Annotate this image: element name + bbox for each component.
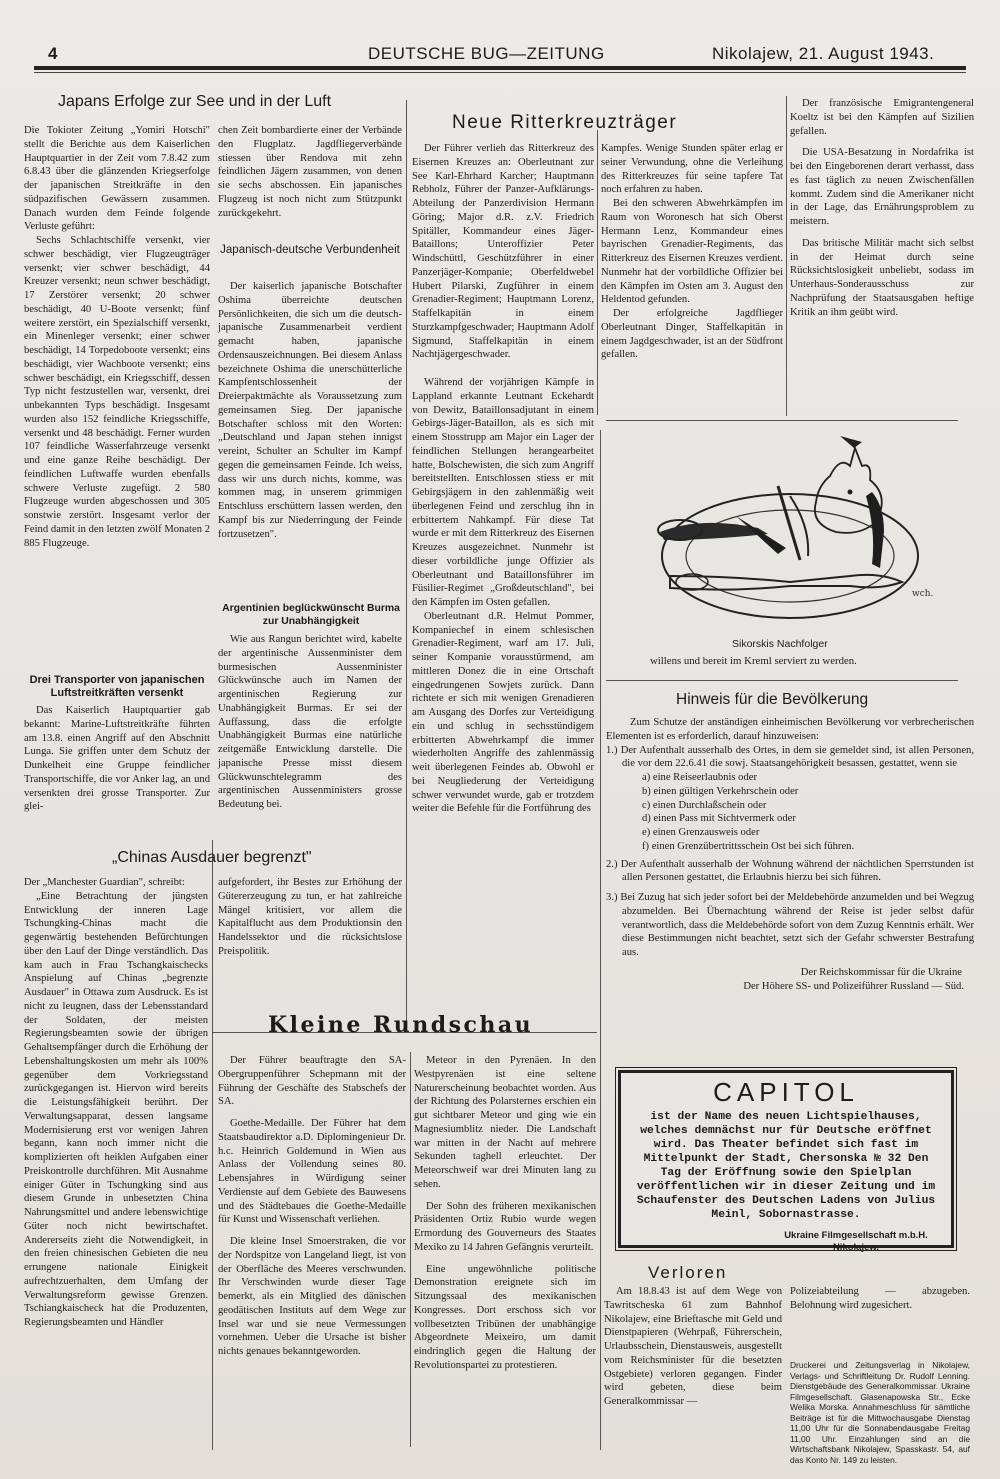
paragraph: „Eine Betrachtung der jüngsten Entwicklung der inneren Lage Tschungking-Chinas macht die gegenwärtig bestehenden Befürchtungen über den Lauf der Dinge verständlich. Das kam auch in Frau Tschangkaischecks Anspielung auf Chinas „begrenzte Ausdauer" in Ottawa zum Ausdruck. Es ist nicht zu leugnen, dass der Lebensstandard der Soldaten, der meisten Regierungsbeamten sowie der übrigen Gehaltsempfänger durch die Erhöhung der Lebenshaltungskosten um mehr als 100% gegenüber dem Vorkriegsstand zurückgegangen ist. Hiervon wird bereits die Leistungsfähigkeit berührt. Der Verwaltungsapparat, dessen langsame Modernisierung erst vor wenigen Jahren begann, kann noch immer nicht die komplizierten oft heiklen Aufgaben einer Preiskontrolle durchführen. Mit Ausnahme einiger Güter in Tschungking sind aus diesem Grunde in unbesetzten China Nahrungsmittel und andere lebenswichtige Güter noch nicht bewirtschaftet. Andererseits zieht die Notwendigkeit, in den freien chinesischen Gebieten die neu errungene nationale Einigkeit aufrechtzuerhalten, dem Umfang der Verwaltungsreform gewisse Grenzen. Tschiangkaischeck hat die Produzenten, Regierungsbeamten und Händler xyxy=(24,890,208,1328)
subtitle-verbundenheit: Japanisch-deutsche Verbundenheit xyxy=(220,244,400,256)
notice-subitem: d) einen Pass mit Sichtvermerk oder xyxy=(642,813,796,825)
notice-signature-1: Der Reichskommissar für die Ukraine xyxy=(800,966,962,978)
paragraph: Meteor in den Pyrenäen. In den Westpyrenäen ist eine seltene Naturerscheinung beobachtet worden. Aus der Richtung des Polarsternes erschien ein gut sichtbarer Meteor und ging wie ein Magnesiumblitz nieder. Die Landschaft war mitten in der Nacht auf mehrere Sekunden taghell erleuchtet. Der Meteorschweif war drei Minuten lang zu sehen. xyxy=(414,1055,596,1190)
header-rule-thin xyxy=(34,72,966,73)
paragraph: Der kaiserlich japanische Botschafter Oshima überreichte deutschen Persönlichkeiten, die sich um die deutsch-japanische Zusammenarbeit verdient gemacht haben, japanische Ordensauszeichnungen. Bei diesem Anlass bezeichnete Oshima die unerschütterliche Kampfentschlossenheit der Dreierpaktmächte als Voraussetzung zum gemeinsamen Sieg. Der japanische Botschafter schloss mit den Worten: „Deutschland und Japan stehen innigst vereint, Schulter an Schulter im Kampf gegen die gemeinsamen Feinde. Ich weiss, dass wir uns durch nichts, komme, was kommen mag, in unserem grimmigen Entschluss erschüttern lassen werden, den Kampf bis zur Niederringung der Feinde fortzusetzen". xyxy=(218,281,402,540)
notice-signature-2: Der Höhere SS- und Polizeiführer Russland — Süd. xyxy=(743,980,964,992)
page-number: 4 xyxy=(48,44,58,63)
cartoon-caption: Sikorskis Nachfolger xyxy=(732,638,828,650)
paragraph: Der Sohn des früheren mexikanischen Präsidenten Ortiz Rubio wurde wegen Ermordung des Gouverneurs des Staates Mexiko zu 14 Jahren Gefängnis verurteilt. xyxy=(414,1200,596,1253)
paragraph: Das Kaiserlich Hauptquartier gab bekannt: Marine-Luftstreitkräfte führten am 13.8. einen Angriff auf den Abschnitt Lunga. Sie griffen unter dem Schutz der Dunkelheit eine Gruppe feindlicher Transportschiffe, die vor Anker lag, an und versenkten drei grosse Transporter. Zur glei- xyxy=(24,705,210,813)
article-title-verloren: Verloren xyxy=(648,1263,728,1282)
paragraph: Kampfes. Wenige Stunden später erlag er seiner Verwundung, ohne die Verleihung des Ritterkreuzes für seine tapfere Tat noch erfahren zu haben. xyxy=(601,143,783,196)
ad-title: CAPITOL xyxy=(713,1077,859,1107)
cartoon-subcaption: willens und bereit im Kreml serviert zu werden. xyxy=(650,655,857,667)
paragraph: Während der vorjährigen Kämpfe in Lappland erkannte Leutnant Eckehardt von Dewitz, Bataillonsadjutant in einem Gebirgs-Jäger-Bataillon, als es sich mit einem Stosstrupp am Major ein Lager der feindlichen Stellungen herangearbeitet hatte, Bolschewisten, die sich zum Angriff bereitstellten. Entschlossen stiess er mit Gebirgsjägern in den zahlenmäßig weit überlegenen Feind und zerschlug ihn in erbittertem Nahkampf. Für diese Tat wurde er mit dem Ritterkreuz des Eisernen Kreuzes ausgezeichnet. Nunmehr ist dieser vorbildliche junge Offizier als Oberleutnant und Bataillonsführer im Füsilier-Regimet „Großdeutschland", bei den Kämpfen im Osten gefallen. xyxy=(412,377,594,608)
notice-item-3: 3.) Bei Zuzug hat sich jeder sofort bei der Meldebehörde anzumelden und bei Wegzug abzumelden. Bei Übernachtung während der Reise ist jeder selbst dafür verantwortlich, dass die Meldebehörde sofort von dem Zuzug Kenntnis erhält. Wer diese Bestimmungen nicht beachtet, setzt sich der Gefahr schwerster Bestrafung aus. xyxy=(606,892,974,958)
notice-subitem: b) einen gültigen Verkehrschein oder xyxy=(642,785,799,797)
article-ritterkreuz-col1 xyxy=(412,142,594,816)
article-title-china: „Chinas Ausdauer begrenzt" xyxy=(112,849,312,866)
article-verloren-cont xyxy=(790,1285,970,1313)
article-verloren xyxy=(604,1285,782,1409)
paragraph: Eine ungewöhnliche politische Demonstration ereignete sich im Sitzungssaal des mexikanischen Kongresses. Dort erschoss sich vor vollbesetzten Tribünen der unabhängige Abgeordnete Meixeiro, um damit eindringlich gegen die Haltung der Revolutionspartei zu protestieren. xyxy=(414,1263,596,1371)
column-divider xyxy=(597,130,598,415)
paragraph: Oberleutnant d.R. Helmut Pommer, Kompaniechef in einem schlesischen Grenadier-Regiment, warf am 17. Juli, seiner Kompanie vorausstürmend, am mittleren Donez die in eine Ortschaft eingedrungenen Sowjets zurück. Dann richtete er sich mit wenigen Grenadieren am Ausgang des Dorfes zur Verteidigung ein und schlug in sechsstündigem erbitterten Abwehrkampf die immer wiederholten Angriffe des zahlenmässig weit überlegenen Feindes ab. Obwohl er bei Neugliederung der Verteidigung schwer verwundet wurde, gab er trotzdem weiter die Befehle für die Fortführung des xyxy=(412,610,594,815)
article-title-rundschau: Kleine Rundschau xyxy=(268,1012,534,1038)
header-rule xyxy=(34,66,966,70)
notice-subitem: e) einen Grenzausweis oder xyxy=(642,827,760,838)
article-rightcol xyxy=(790,97,974,319)
column-divider xyxy=(786,96,787,416)
masthead: DEUTSCHE BUG—ZEITUNG xyxy=(368,44,605,63)
paragraph: Polizeiabteilung — abzugeben. Belohnung wird zugesichert. xyxy=(790,1286,970,1311)
paragraph: Das britische Militär macht sich selbst in der Heimat durch seine Rücksichtslosigkeit unbeliebt, sodass im Unterhaus-Sonderausschuss zur Nachprüfung der Staatsausgaben heftige Kritik an ihm geübt wird. xyxy=(790,237,974,318)
imprint: Druckerei und Zeitungsverlag in Nikolajew, Verlags- und Schriftleitung Dr. Rudolf Lenning. Dienstgebäude des Generalkommissar. Ukraine Filmgesellschaft. Glasenapowska Str., Ecke Welika Morska. Annahmeschluss für sämtliche Beiträge ist für die Mittwochausgabe Dienstag 11,00 Uhr für die Sonnabendausgabe Freitag 11,00 Uhr. Einzahlungen sind an die Wirtschaftsbank Nikolajew, Spasskastr. 54, auf das Konto Nr. 149 zu leisten. xyxy=(790,1360,970,1465)
notice-intro: Zum Schutze der anständigen einheimischen Bevölkerung vor verbrecherischen Elementen ist es erforderlich, darauf hinzuweisen: xyxy=(606,717,974,742)
article-title-japan: Japans Erfolge zur See und in der Luft xyxy=(58,93,332,110)
subtitle-argentinien: Argentinien beglückwünscht Burma zur Unabhängigkeit xyxy=(222,603,400,627)
article-china-col2 xyxy=(218,876,402,959)
paragraph: Goethe-Medaille. Der Führer hat dem Staatsbaudirektor a.D. Diplomingenieur Dr. h.c. Heinrich Goldemund in Wien aus Anlass der Vollendung seines 80. Lebensjahres in Würdigung seiner Verdienste auf dem Gebiete des Bauwesens und des Städtebaues die Goethe-Medaille für Kunst und Wissenschaft verliehen. xyxy=(218,1118,406,1226)
paragraph: Wie aus Rangun berichtet wird, kabelte der argentinische Aussenminister dem burmesischen Aussenminister Glückwünsche auch im Namen der argentinischen Regierung zur Unabhängigkeit Burmas. Er sei der Auffassung, dass die erfolgte Unabhängigkeit Burmas eine natürliche zeitgemäße Entwicklung darstelle. Die japanische Presse misst diesem Glückwunschtelegramm des argentinischen Aussenministers grosse Bedeutung bei. xyxy=(218,634,402,810)
article-argentinien xyxy=(218,633,402,812)
paragraph: Der Führer verlieh das Ritterkreuz des Eisernen Kreuzes an: Oberleutnant zur See Karl-Ehrhard Karcher; Hauptmann Rebholz, Führer der Panzer-Aufklärungs-Abteilung der Panzerdivision Hermann Göring; Major d.R. z.V. Friedrich Spitäller, Kommandeur eines Jäger-Bataillons; Unteroffizier Peter Windschüttl, Geschützführer in einer Panzerjäger-Kompanie; Oberfeldwebel Hubert Pilarski, Zugführer in einem Grenadier-Regiment; Hauptmann Lorenz, Staffelkapitän in einem Sturzkampfgeschwader; Hauptmann Adolf Sigmund, Staffelkapitän in einem Nachtjägergeschwader. xyxy=(412,143,594,361)
notice-subitem: c) einen Durchlaßschein oder xyxy=(642,799,767,811)
notice-title: Hinweis für die Bevölkerung xyxy=(676,691,869,708)
column-divider xyxy=(406,100,407,1030)
paragraph: Die kleine Insel Smoerstraken, die vor der Nordspitze von Langeland liegt, ist von der Oberfläche des Meeres verschwunden. Ihr Verschwinden wurde dieser Tage bemerkt, als ein Mitglied des dänischen geodätischen Instituts auf dem Wege zur Insel war und sie neue Vermessungen vornehmen. Ueber die Ursache ist bisher nichts genaues bekanntgeworden. xyxy=(218,1236,406,1357)
paragraph: chen Zeit bombardierte einer der Verbände den Flugplatz. Jagdfliegerverbände stiessen über Rendova mit zehn feindlichen Jägern zusammen, von denen sie sechs abschossen. Ein japanisches Flugzeug ist noch nicht zum Stützpunkt zurückgekehrt. xyxy=(218,125,402,219)
paragraph: Der erfolgreiche Jagdflieger Oberleutnant Dinger, Staffelkapitän in einem Jagdgeschwader, ist an der Südfront gefallen. xyxy=(601,308,783,361)
article-japan-col1 xyxy=(24,124,210,550)
notice-subitem: f) einen Grenzübertrittsschein Ost bei sich führen. xyxy=(642,840,855,852)
paragraph: aufgefordert, ihr Bestes zur Erhöhung der Gütererzeugung zu tun, er hat zahlreiche Mängel kritisiert, vor allem die Kapitalflucht aus dem Produktionsin den Handelssektor und die rücksichtslose Preispolitik. xyxy=(218,877,402,957)
capitol-advertisement xyxy=(618,1070,954,1253)
article-title-ritterkreuz: Neue Ritterkreuzträger xyxy=(452,112,678,133)
paragraph: Der französische Emigrantengeneral Koeltz ist bei den Kämpfen auf Sizilien gefallen. xyxy=(790,98,974,137)
section-rule xyxy=(606,680,958,681)
notice-subitem: a) eine Reiseerlaubnis oder xyxy=(642,772,758,783)
notice-item-1: 1.) Der Aufenthalt ausserhalb des Ortes, in dem sie gemeldet sind, ist allen Personen, die vor dem 22.6.41 die sowj. Staatsangehörigkeit besassen, gestattet, wenn sie xyxy=(606,744,974,770)
paragraph: Der Führer beauftragte den SA-Obergruppenführer Schepmann mit der Führung der Geschäfte des Stabschefs der SA. xyxy=(218,1055,406,1108)
ad-body: ist der Name des neuen Lichtspielhauses, welches demnächst nur für Deutsche eröffnet wird. Das Theater befindet sich fast im Mittelpunkt der Stadt, Chersonska № 32 Den Tag der Eröffnung sowie den Spielplan veröffentlichen wir in dieser Zeitung und im Schaufenster des Deutschen Ladens von Julius Meinl, Sobornastrasse. xyxy=(636,1111,936,1221)
dateline: Nikolajew, 21. August 1943. xyxy=(712,44,935,63)
article-verbundenheit xyxy=(218,280,402,541)
rundschau-col1 xyxy=(218,1054,406,1359)
cartoon-drawing xyxy=(640,436,934,636)
article-china-col1 xyxy=(24,876,208,1330)
paragraph: Am 18.8.43 ist auf dem Wege von Tawritscheska 61 zum Bahnhof Nikolajew, eine Brieftasche mit Geld und Dienstpapieren (Wehrpaß, Führerschein, Urlaubsschein, Dienstausweis, ausgestellt vom Reichsminister für die besetzten Ostgebiete) verloren gegangen. Finder wird gebeten, diese beim Generalkommissar — xyxy=(604,1286,782,1407)
column-divider xyxy=(410,1052,411,1447)
notice-item-2: 2.) Der Aufenthalt ausserhalb der Wohnung während der nächtlichen Sperrstunden ist allen Personen gestattet, die Erlaubnis hierzu bei sich führen. xyxy=(606,858,974,884)
section-rule xyxy=(606,420,958,421)
column-divider xyxy=(600,430,601,1450)
paragraph: Sechs Schlachtschiffe versenkt, vier schwer beschädigt, vier Flugzeugträger versenkt; vier schwer beschädigt, 44 Kreuzer versenkt; neun schwer beschädigt, 17 Zerstörer versenkt; 20 schwer beschädigt, 40 U-Boote versenkt; fünf weitere zerstört, ein Spezialschiff versenkt, ein Minenleger versenkt; einer schwer beschädigt, 14 Torpedoboote versenkt; eins beschädigt, vier Wachboote versenkt; eins schwer beschädigt, ein Kriegsschiff, dessen Typ nicht festzustellen war, versenkt, drei unbekannten Typs beschädigt. Insgesamt wurden also 152 feindliche Kriegsschiffe, versenkt und 48 beschädigt. Ferner wurden 107 feindliche Wasserfahrzeuge versenkt und eine ganze Reihe beschädigt. Der feindlichen Luftwaffe wurden ebenfalls schwere Verluste zugefügt. 2 580 Flugzeuge wurden abgeschossen und 305 sonstwie zerstört. Insgesamt verlor der Feind damit in den letzten zwölf Monaten 2 885 Flugzeuge. xyxy=(24,235,210,549)
rundschau-col2 xyxy=(414,1054,596,1373)
article-ritterkreuz-col2 xyxy=(601,142,783,362)
article-transporter xyxy=(24,674,210,814)
svg-text:wch.: wch. xyxy=(912,589,934,599)
paragraph: Bei den schweren Abwehrkämpfen im Raum von Woronesch hat sich Oberst Hermann Lenz, Kommandeur eines bayrischen Grenadier-Regiments, das Ritterkreuz des Eisernen Kreuzes verdient. Nunmehr hat der vorbildliche Offizier bei den Kämpfen im Osten am 3. August den Heldentod gefunden. xyxy=(601,198,783,306)
article-japan-col2 xyxy=(218,124,402,220)
paragraph: Die USA-Besatzung in Nordafrika ist bei den Eingeborenen derart verhasst, dass es fast täglich zu neuen Zwischenfällen kommt. Zudem sind die Amerikaner nicht in der Lage, das Ernährungsproblem zu meistern. xyxy=(790,147,974,227)
cartoon-illustration xyxy=(640,436,934,636)
notice-body xyxy=(606,716,974,993)
paragraph: Der „Manchester Guardian", schreibt: xyxy=(24,877,185,888)
column-divider xyxy=(212,840,213,1450)
ad-signature: Ukraine Filmgesellschaft m.b.H. Nikolajew. xyxy=(784,1230,928,1253)
subtitle-transporter: Drei Transporter von japanischen Luftstreitkräften versenkt xyxy=(29,674,205,699)
paragraph: Die Tokioter Zeitung „Yomiri Hotschi" stellt die Berichte aus dem Kaiserlichen Hauptquartier in der Zeit vom 7.8.42 zum 6.8.43 über die glänzenden Kriegserfolge der japanischen Streitkräfte in den südpazifischen Gewässern zusammen. Danach wurden dem Feinde folgende Verluste geführt: xyxy=(24,125,210,233)
